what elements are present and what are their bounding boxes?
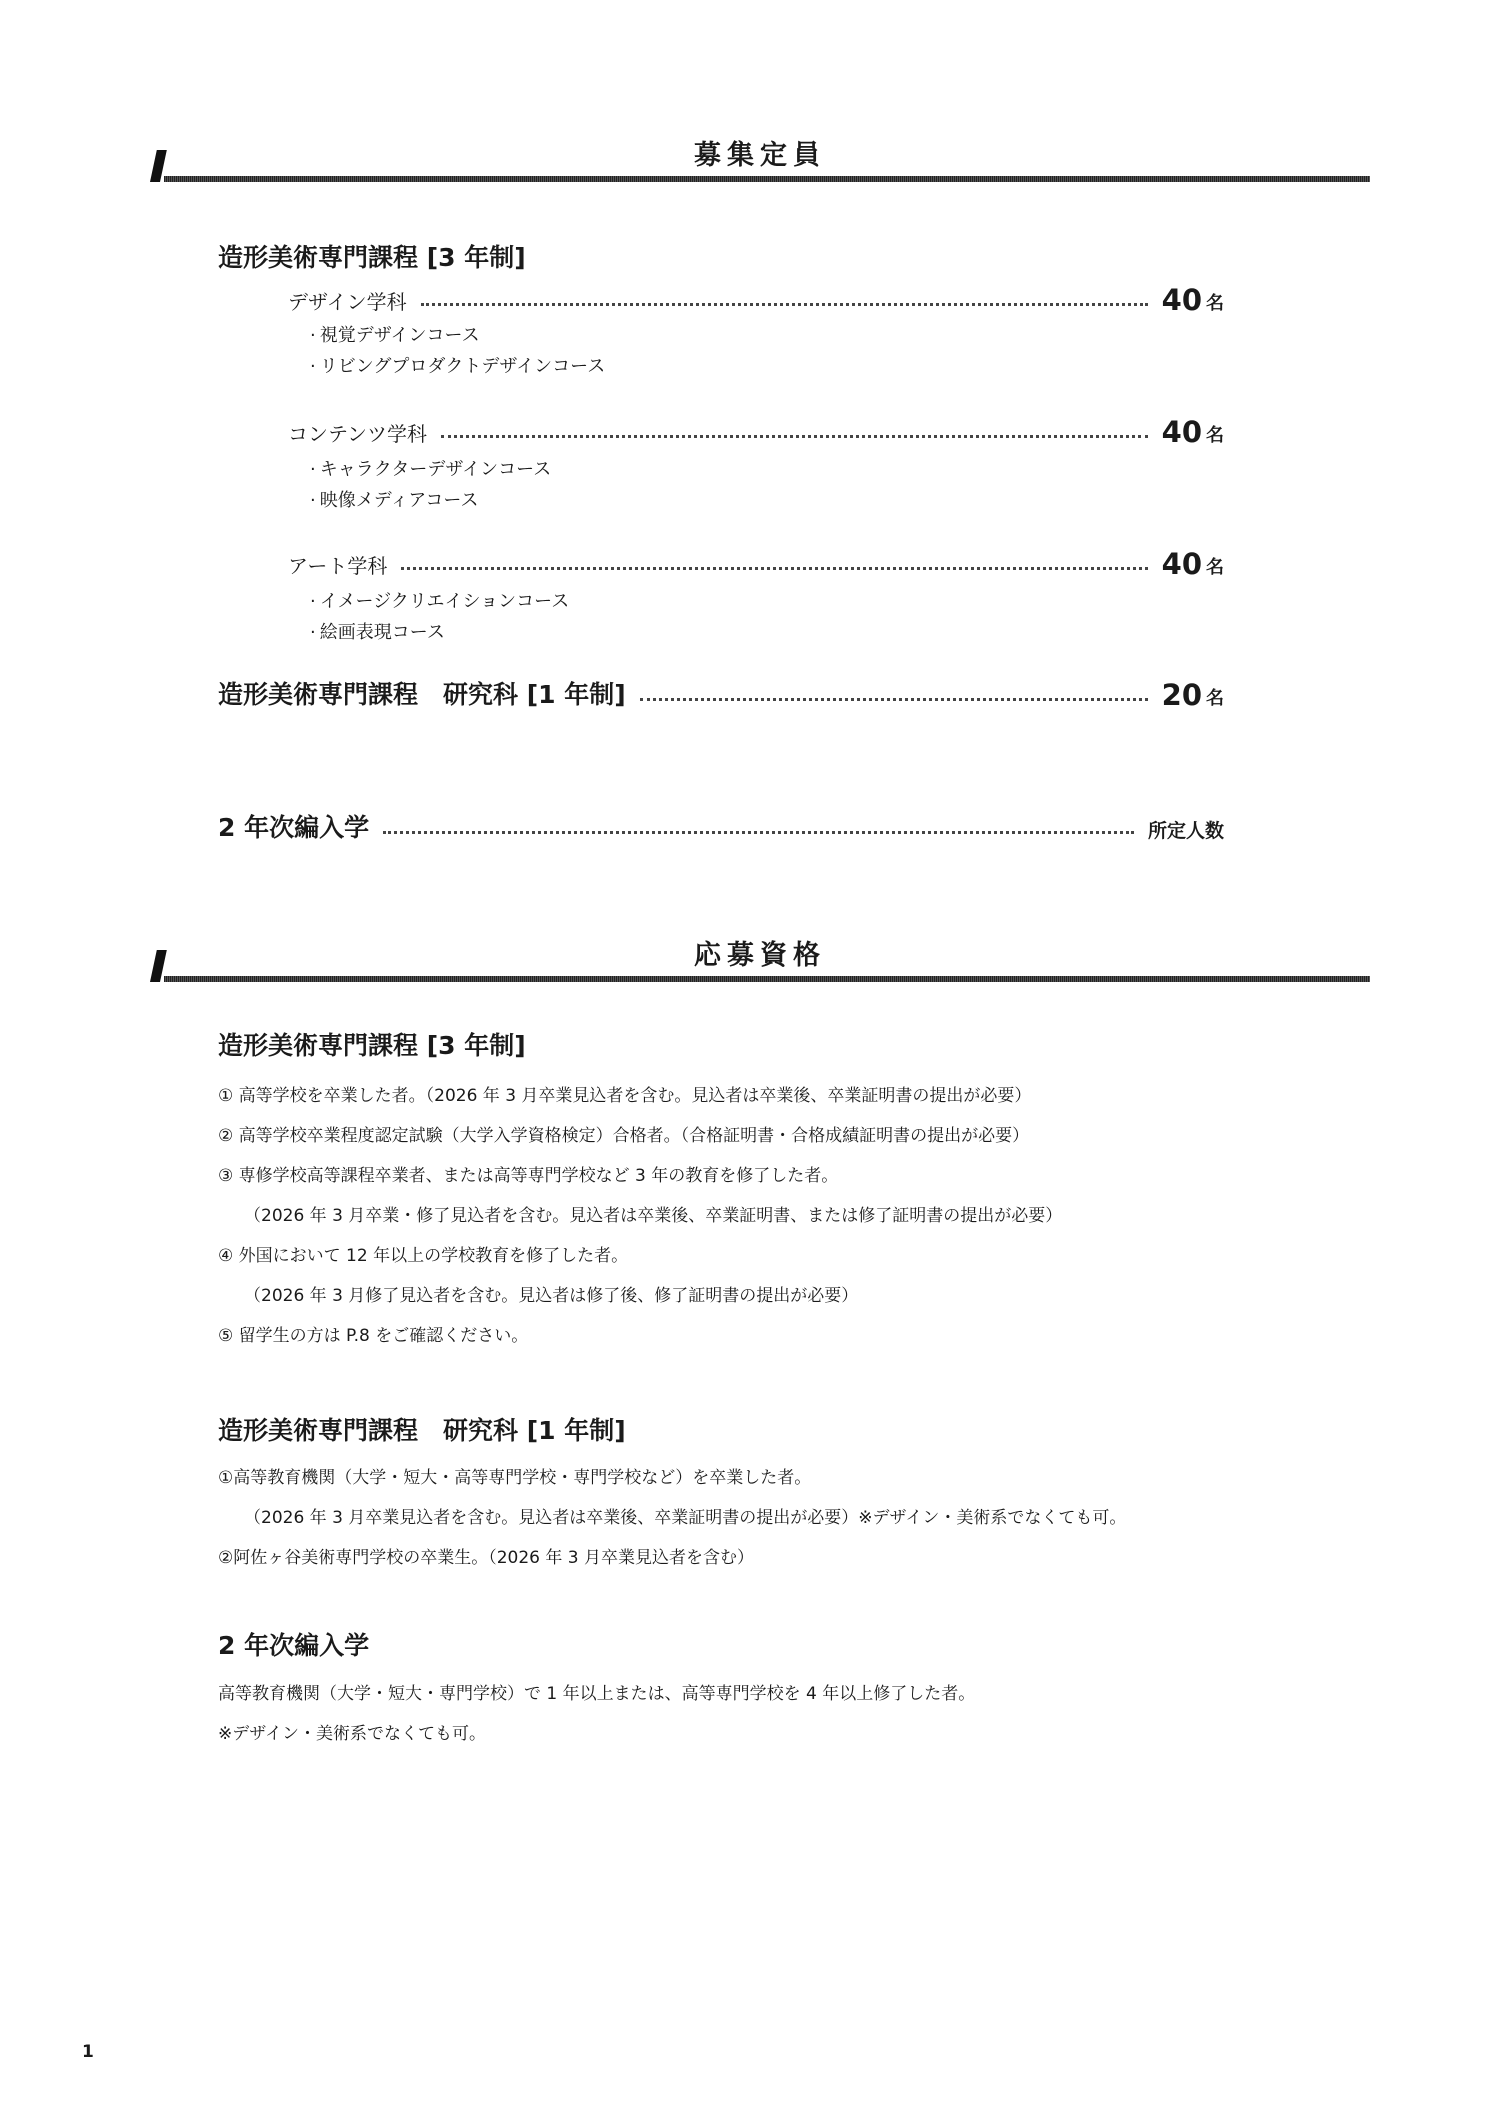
eligibility-item-note: （2026 年 3 月卒業見込者を含む。見込者は卒業後、卒業証明書の提出が必要）※デザイン・美術系でなくても可。	[244, 1508, 1127, 1528]
eligibility-research-heading: 造形美術専門課程 研究科 [1 年制]	[218, 1416, 626, 1445]
dept-capacity-unit: 名	[1206, 425, 1224, 446]
subcourse-item: · 映像メディアコース	[310, 485, 551, 516]
eligibility-item: ①高等教育機関（大学・短大・高等専門学校・専門学校など）を卒業した者。	[218, 1468, 812, 1488]
transfer-quota: 所定人数	[1147, 820, 1224, 842]
transfer-name: 2 年次編入学	[218, 813, 370, 842]
eligibility-item: 高等教育機関（大学・短大・専門学校）で 1 年以上または、高等専門学校を 4 年以上修了した者。	[218, 1684, 976, 1704]
subcourse-list-art	[310, 586, 569, 648]
eligibility-item-note: （2026 年 3 月卒業・修了見込者を含む。見込者は卒業後、卒業証明書、または修了証明書の提出が必要）	[244, 1206, 1063, 1226]
subcourse-item: · 視覚デザインコース	[310, 320, 605, 351]
eligibility-item: ④ 外国において 12 年以上の学校教育を修了した者。	[218, 1246, 629, 1266]
dept-capacity-unit: 名	[1206, 557, 1224, 578]
dept-row-contents	[288, 416, 1224, 448]
leader-dots	[640, 698, 1148, 701]
eligibility-item: ⑤ 留学生の方は P.8 をご確認ください。	[218, 1326, 529, 1346]
research-course-row	[218, 679, 1224, 711]
header-rule	[164, 976, 1370, 982]
research-capacity-unit: 名	[1206, 688, 1224, 709]
eligibility-item-note: （2026 年 3 月修了見込者を含む。見込者は修了後、修了証明書の提出が必要）	[244, 1286, 859, 1306]
dept-capacity-number: 40	[1161, 415, 1202, 449]
subcourse-list-design	[310, 320, 605, 382]
dept-row-art	[288, 548, 1224, 580]
capacity-section-header	[150, 140, 1370, 182]
subcourse-item: · キャラクターデザインコース	[310, 454, 551, 485]
eligibility-3yr-list	[218, 1076, 1062, 1356]
eligibility-3yr-heading: 造形美術専門課程 [3 年制]	[218, 1031, 526, 1060]
leader-dots	[383, 831, 1134, 834]
eligibility-item: ② 高等学校卒業程度認定試験（大学入学資格検定）合格者。（合格証明書・合格成績証明書の提出が必要）	[218, 1126, 1030, 1146]
subcourse-item: · リビングプロダクトデザインコース	[310, 351, 605, 382]
dept-name: コンテンツ学科	[288, 422, 427, 446]
dept-name: アート学科	[288, 554, 388, 578]
subcourse-list-contents	[310, 454, 551, 516]
dept-capacity-number: 40	[1161, 547, 1202, 581]
dept-capacity-number: 40	[1161, 283, 1202, 317]
dept-capacity-unit: 名	[1206, 293, 1224, 314]
eligibility-transfer-list	[218, 1674, 975, 1754]
subcourse-item: · イメージクリエイションコース	[310, 586, 569, 617]
leader-dots	[401, 567, 1147, 570]
dept-name: デザイン学科	[288, 290, 407, 314]
capacity-course-3yr-heading: 造形美術専門課程 [3 年制]	[218, 243, 526, 272]
leader-dots	[441, 435, 1148, 438]
page-number: 1	[82, 2042, 94, 2062]
research-course-name: 造形美術専門課程 研究科 [1 年制]	[218, 680, 626, 709]
eligibility-section-header	[150, 940, 1370, 982]
eligibility-item: ③ 専修学校高等課程卒業者、または高等専門学校など 3 年の教育を修了した者。	[218, 1166, 839, 1186]
eligibility-section-title: 応募資格	[694, 940, 826, 971]
research-capacity-number: 20	[1161, 678, 1202, 712]
capacity-section-title: 募集定員	[694, 140, 826, 171]
eligibility-item: ②阿佐ヶ谷美術専門学校の卒業生。（2026 年 3 月卒業見込者を含む）	[218, 1548, 755, 1568]
dept-row-design	[288, 284, 1224, 316]
subcourse-item: · 絵画表現コース	[310, 617, 569, 648]
eligibility-transfer-heading: 2 年次編入学	[218, 1631, 370, 1660]
eligibility-item-note: ※デザイン・美術系でなくても可。	[218, 1724, 487, 1744]
header-rule	[164, 176, 1370, 182]
leader-dots	[421, 303, 1148, 306]
eligibility-research-list	[218, 1458, 1126, 1578]
transfer-row	[218, 812, 1224, 844]
eligibility-item: ① 高等学校を卒業した者。（2026 年 3 月卒業見込者を含む。見込者は卒業後、卒業証明書の提出が必要）	[218, 1086, 1032, 1106]
